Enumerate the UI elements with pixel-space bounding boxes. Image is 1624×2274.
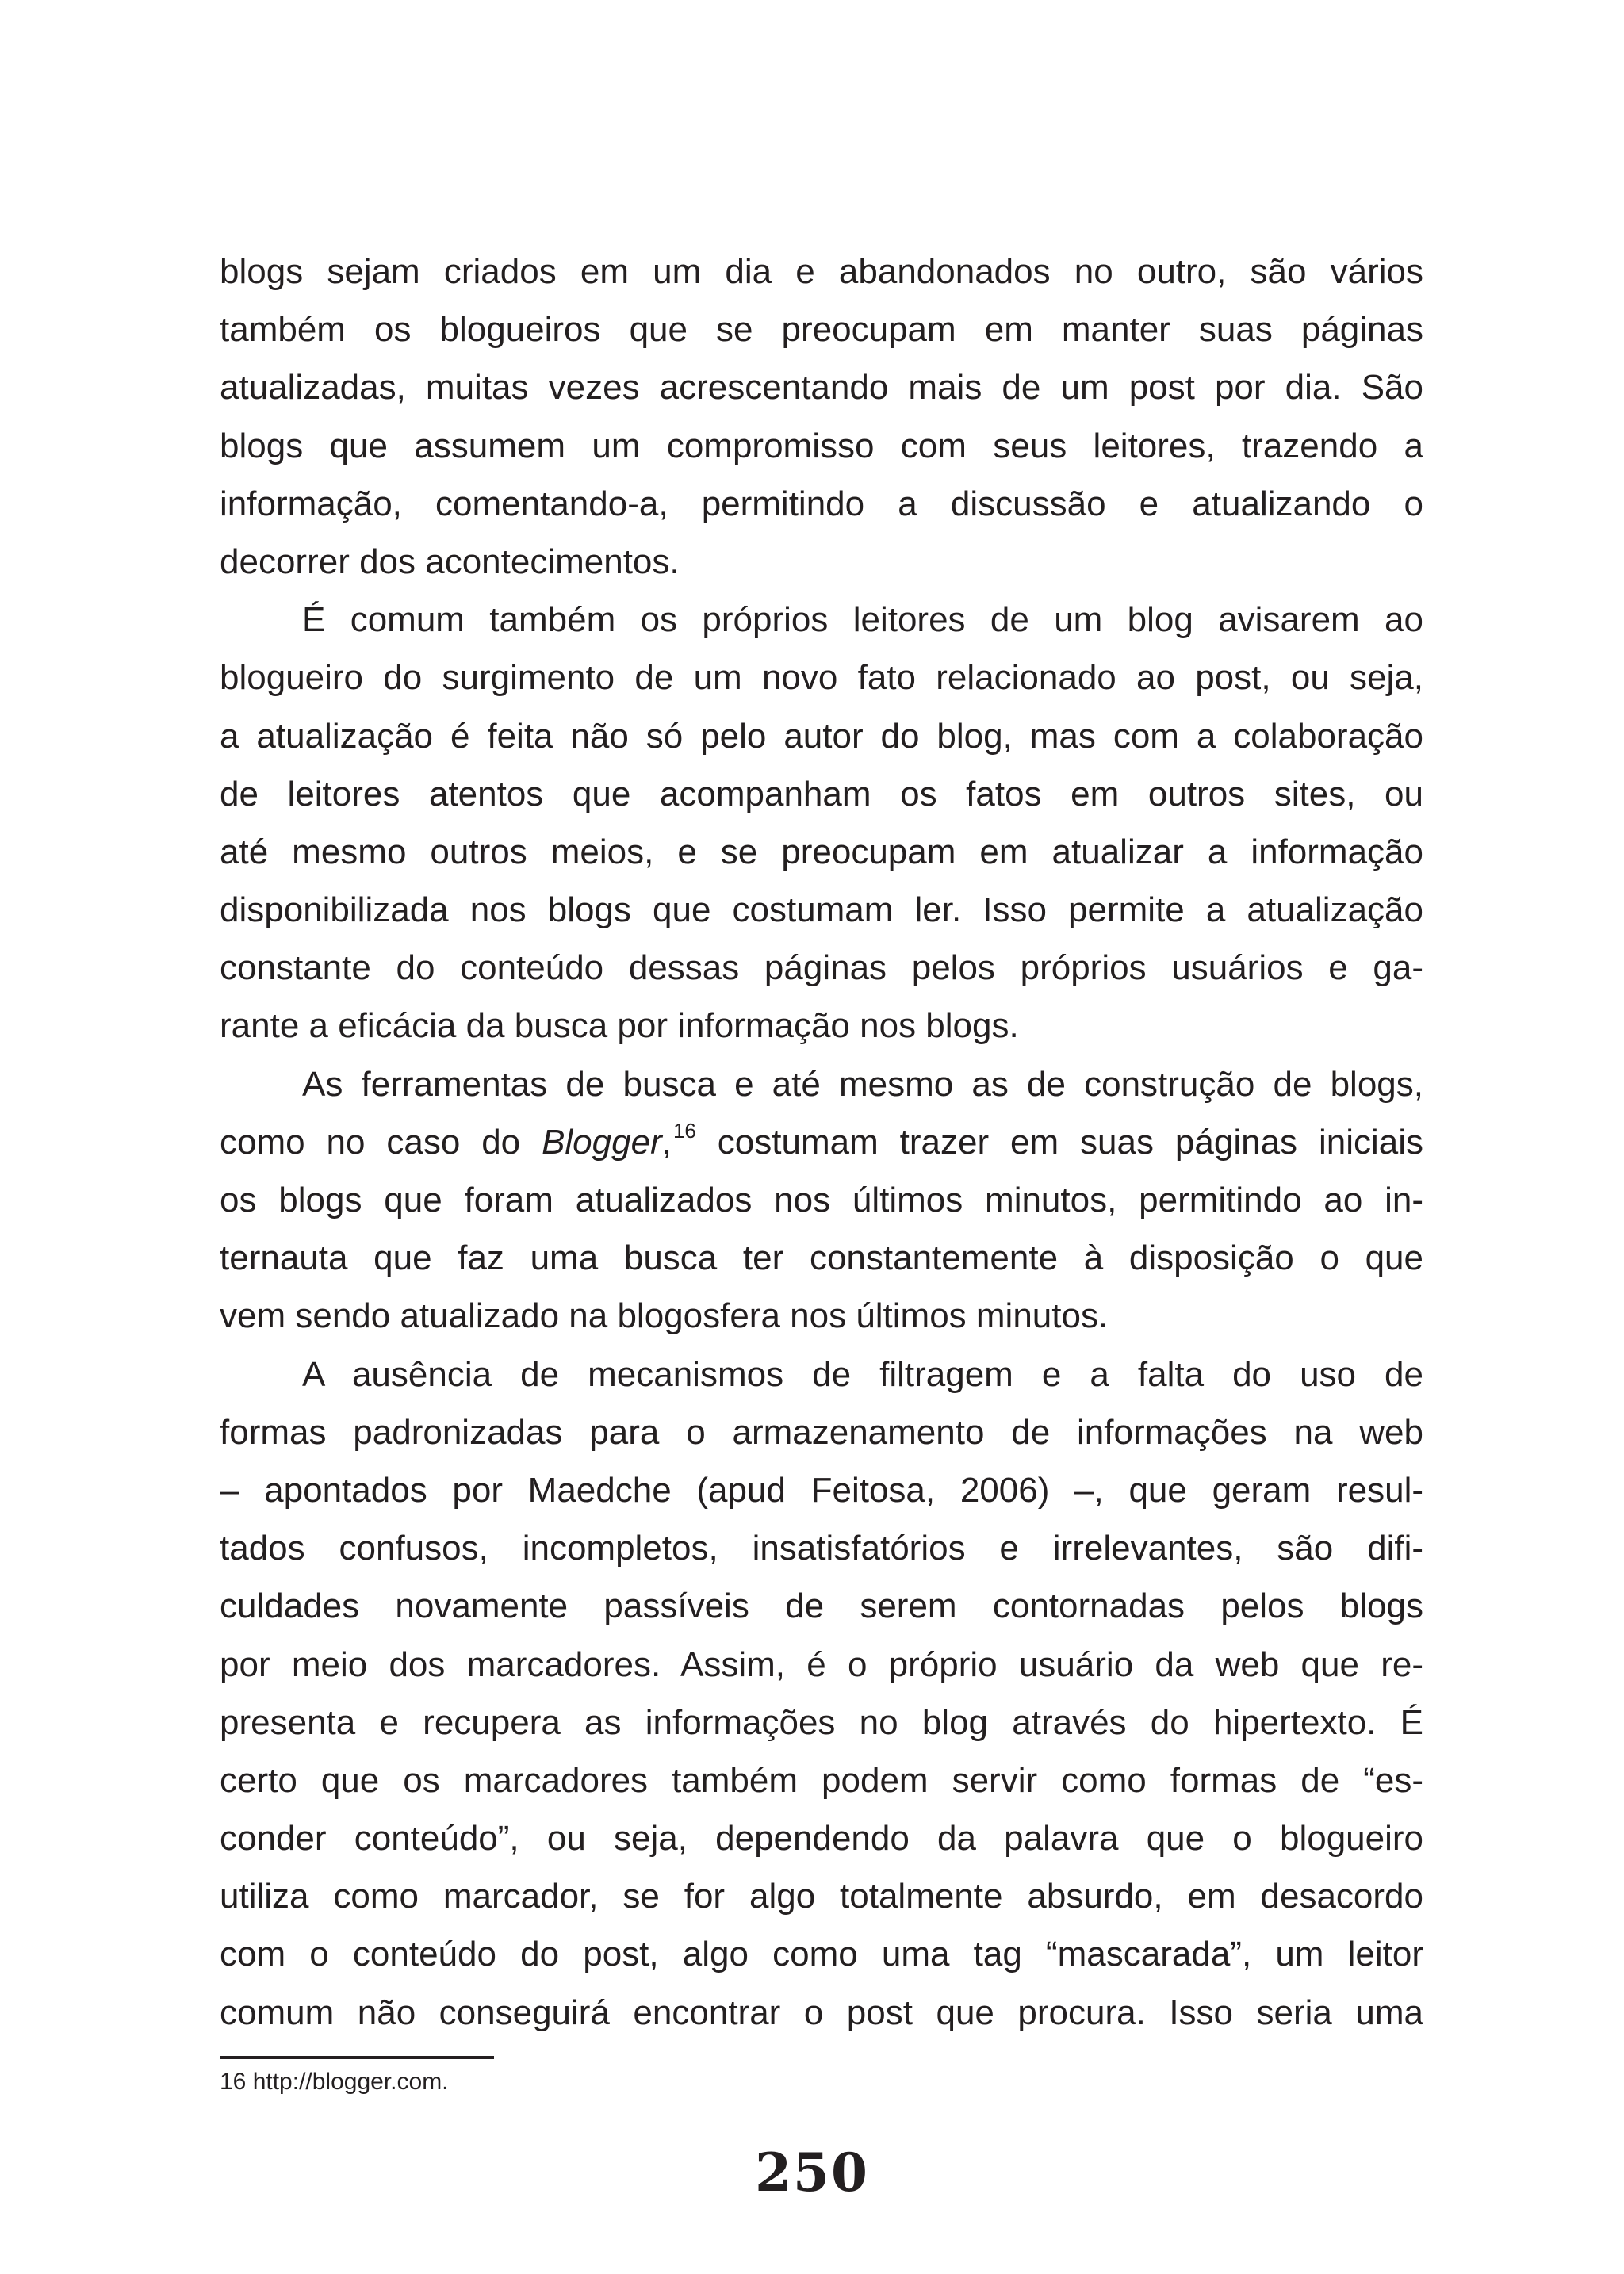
text-line: blogs sejam criados em um dia e abandonados no outro, são vários: [220, 252, 1423, 291]
text-line: também os blogueiros que se preocupam em manter suas páginas: [220, 310, 1423, 350]
text-line: É comum também os próprios leitores de um blog avisarem ao: [302, 600, 1423, 640]
footnote-reference[interactable]: 16: [672, 1119, 696, 1143]
text-line: os blogs que foram atualizados nos últimos minutos, permitindo ao in-: [220, 1181, 1423, 1219]
text-line: blogs que assumem um compromisso com seus leitores, trazendo a: [220, 426, 1423, 465]
text-line: até mesmo outros meios, e se preocupam em atualizar a informação: [220, 832, 1423, 871]
paragraph-1: [220, 243, 1423, 591]
text-line: rante a eficácia da busca por informação nos blogs.: [220, 1006, 1019, 1046]
text-line: culdades novamente passíveis de serem contornadas pelos blogs: [220, 1587, 1423, 1626]
text-line: atualizadas, muitas vezes acrescentando mais de um post por dia. São: [220, 368, 1423, 408]
paragraph-4: [220, 1346, 1423, 2042]
text-line: disponibilizada nos blogs que costumam ler. Isso permite a atualização: [220, 890, 1423, 930]
text-line: informação, comentando-a, permitindo a discussão e atualizando o: [220, 484, 1423, 523]
text-line: A ausência de mecanismos de filtragem e a falta do uso de: [302, 1354, 1423, 1394]
footnote-divider: [220, 2056, 494, 2059]
text-line: blogueiro do surgimento de um novo fato relacionado ao post, ou seja,: [220, 658, 1423, 698]
body-text: [220, 243, 1423, 2042]
text-run: ,: [661, 1122, 672, 1162]
text-line: vem sendo atualizado na blogosfera nos últimos minutos.: [220, 1296, 1109, 1336]
blogger-italic: Blogger: [542, 1122, 662, 1162]
text-line: presenta e recupera as informações no blog através do hipertexto. É: [220, 1702, 1423, 1742]
text-line: ternauta que faz uma busca ter constantemente à disposição o que: [220, 1238, 1423, 1278]
text-line: formas padronizadas para o armazenamento de informações na web: [220, 1412, 1423, 1452]
text-line: certo que os marcadores também podem servir como formas de “es-: [220, 1760, 1423, 1800]
text-line: de leitores atentos que acompanham os fatos em outros sites, ou: [220, 774, 1423, 814]
paragraph-2: [220, 591, 1423, 1055]
text-run: costumam trazer em suas páginas iniciais: [695, 1122, 1423, 1162]
text-line: decorrer dos acontecimentos.: [220, 542, 680, 581]
paragraph-3: [220, 1055, 1423, 1346]
text-line: tados confusos, incompletos, insatisfatórios e irrelevantes, são difi-: [220, 1529, 1423, 1568]
text-line-with-footnote-ref: [220, 1113, 1423, 1171]
text-run: como no caso do: [220, 1122, 542, 1162]
text-line: por meio dos marcadores. Assim, é o próprio usuário da web que re-: [220, 1644, 1423, 1684]
text-line: As ferramentas de busca e até mesmo as de construção de blogs,: [302, 1064, 1423, 1104]
text-line: conder conteúdo”, ou seja, dependendo da palavra que o blogueiro: [220, 1819, 1423, 1859]
text-line: com o conteúdo do post, algo como uma tag “mascarada”, um leitor: [220, 1935, 1423, 1974]
text-line: utiliza como marcador, se for algo totalmente absurdo, em desacordo: [220, 1877, 1423, 1916]
text-line: comum não conseguirá encontrar o post que procura. Isso seria uma: [220, 1993, 1423, 2032]
text-line: – apontados por Maedche (apud Feitosa, 2006) –, que geram resul-: [220, 1470, 1423, 1510]
page-number: 250: [755, 2142, 869, 2203]
footnote: 16 http://blogger.com.: [220, 2069, 449, 2095]
text-line: a atualização é feita não só pelo autor do blog, mas com a colaboração: [220, 716, 1423, 756]
text-line: constante do conteúdo dessas páginas pelos próprios usuários e ga-: [220, 948, 1423, 988]
